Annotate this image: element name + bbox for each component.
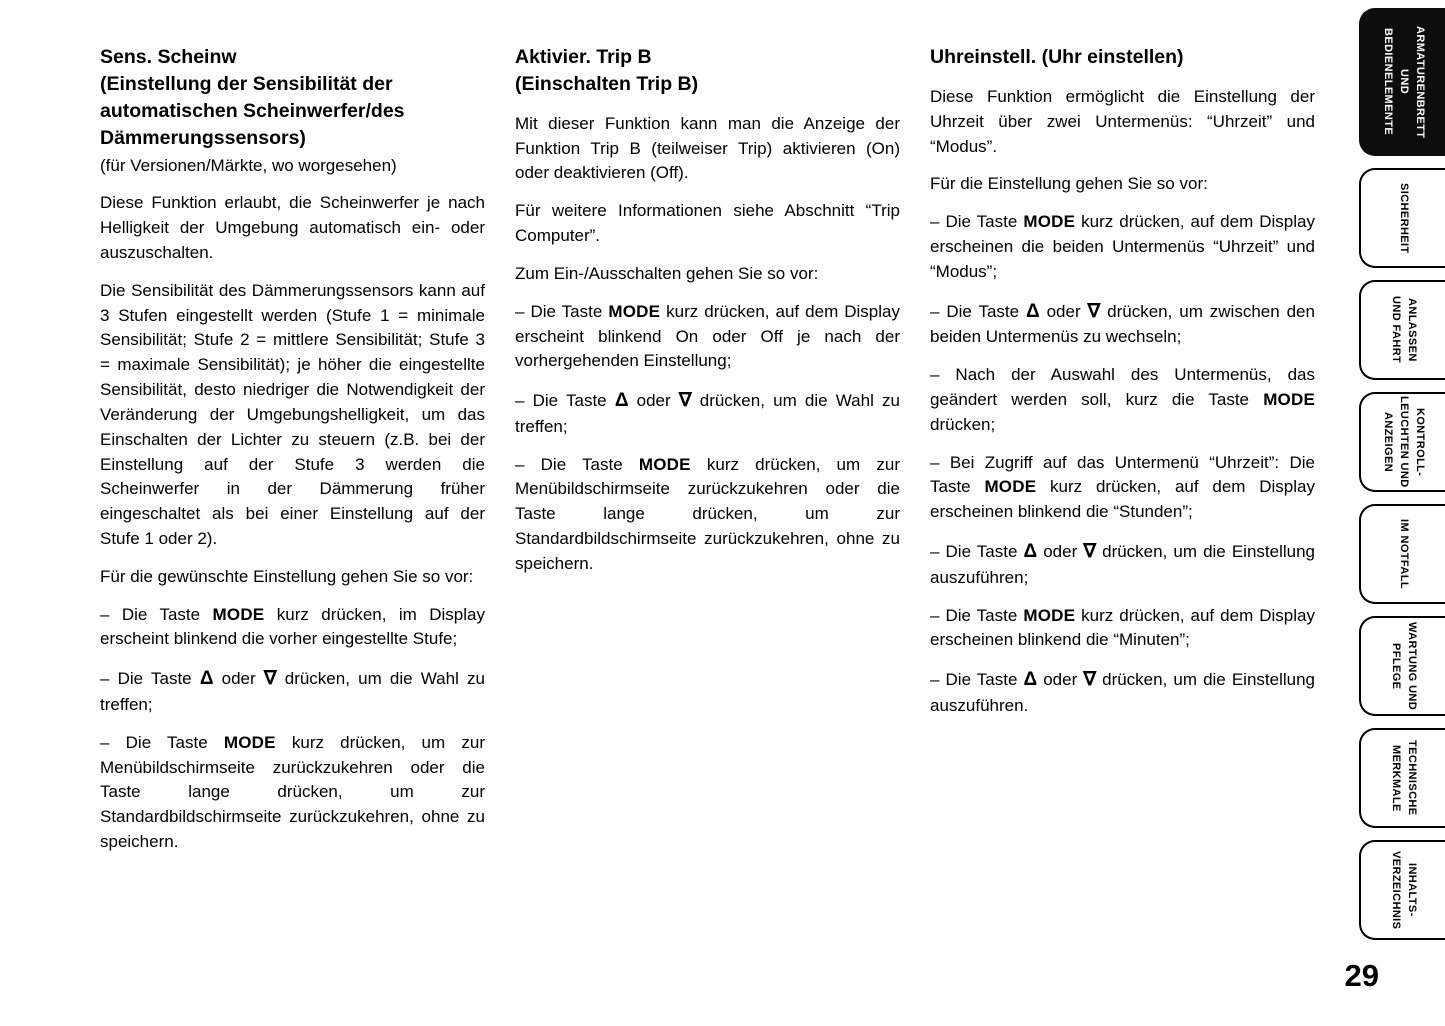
section-heading xyxy=(515,44,900,98)
text-run: Zum Ein-/Ausschalten gehen Sie so vor: xyxy=(515,263,819,283)
text-run: – Die Taste xyxy=(930,605,1024,625)
paragraph xyxy=(930,451,1315,525)
down-triangle-icon: ∇ xyxy=(1087,300,1101,322)
paragraph xyxy=(515,199,900,249)
chapter-tab-label: ARMATURENBRETT UND BEDIENELEMENTE xyxy=(1382,25,1426,139)
paragraph xyxy=(515,387,900,440)
text-run: drücken, um die Wahl zu treffen; xyxy=(100,669,485,714)
paragraph xyxy=(100,191,485,265)
section-title: Sens. Scheinw xyxy=(100,46,237,68)
text-run: Für die gewünschte Einstellung gehen Sie so vor: xyxy=(100,566,474,586)
text-run: – Die Taste xyxy=(515,301,609,321)
section-subtitle: (Einschalten Trip B) xyxy=(515,72,699,95)
text-run: oder xyxy=(213,669,264,689)
paragraph xyxy=(515,112,900,186)
text-run: drücken, um die Wahl zu treffen; xyxy=(515,391,900,436)
paragraph xyxy=(100,665,485,718)
paragraph xyxy=(930,210,1315,284)
paragraph xyxy=(930,172,1315,197)
text-run: kurz drücken, auf dem Display erscheinen blinkend die “Minuten”; xyxy=(930,605,1315,650)
chapter-tab-wartung-und-pflege xyxy=(1359,616,1445,716)
paragraph xyxy=(100,603,485,653)
text-run: – Die Taste xyxy=(515,454,639,474)
chapter-tab-sicherheit xyxy=(1359,168,1445,268)
text-run: – Bei Zugriff auf das Untermenü “Uhrzeit”: Die Taste xyxy=(930,452,1315,497)
text-run: – Die Taste xyxy=(100,669,200,689)
mode-key-label: MODE xyxy=(1023,605,1076,625)
chapter-tab-inhaltsverzeichnis xyxy=(1359,840,1445,940)
text-run: Mit dieser Funktion kann man die Anzeige der Funktion Trip B (teilweiser Trip) aktivieren (On) oder deaktivieren (Off). xyxy=(515,113,900,183)
down-triangle-icon: ∇ xyxy=(263,668,277,690)
up-triangle-icon: Δ xyxy=(199,668,214,690)
page-content xyxy=(100,44,1315,868)
chapter-tab-label: SICHERHEIT xyxy=(1397,182,1410,254)
text-run: drücken, um die Einstellung auszuführen. xyxy=(930,670,1315,715)
text-run: – Die Taste xyxy=(100,732,224,752)
chapter-tab-anlassen-und-fahrt xyxy=(1359,280,1445,380)
paragraph xyxy=(100,279,485,552)
section-paragraphs xyxy=(930,85,1315,719)
paragraph xyxy=(100,731,485,855)
mode-key-label: MODE xyxy=(984,477,1037,497)
text-run: Für die Einstellung gehen Sie so vor: xyxy=(930,174,1208,194)
text-run: Die Sensibilität des Dämmerungssensors kann auf 3 Stufen eingestellt werden (Stufe 1 = minimale Sensibilität; Stufe 2 = mittlere Sensibilität; Stufe 3 = maximale Sensibilität); je höher die eingestellte Sensibilität, desto niedriger die Notwendigkeit der Veränderung der Umgebungshelligkeit, um das Einschalten der Lichter zu steuern (z.B. bei der Einstellung auf der Stufe 3 werden die Scheinwerfer in der Dämmerung früher eingeschaltet als bei einer Einstellung auf der Stufe 1 oder 2). xyxy=(100,280,485,548)
text-run: kurz drücken, auf dem Display erscheinen blinkend die “Stunden”; xyxy=(930,477,1315,522)
section-subtitle: (Einstellung der Sensibilität der automatischen Scheinwerfer/des Dämmerungssensors) xyxy=(100,72,405,149)
section-heading xyxy=(930,44,1315,71)
chapter-tab-label: ANLASSEN UND FAHRT xyxy=(1390,296,1418,364)
text-run: drücken, um zwischen den beiden Untermenüs zu wechseln; xyxy=(930,301,1315,347)
text-run: – Die Taste xyxy=(930,670,1024,690)
text-run: kurz drücken, auf dem Display erscheint blinkend On oder Off je nach der vorhergehenden Einstellung; xyxy=(515,301,900,371)
chapter-tab-label: INHALTS- VERZEICHNIS xyxy=(1390,850,1418,930)
column-aktivier-trip-b xyxy=(515,44,900,868)
up-triangle-icon: Δ xyxy=(1026,300,1040,322)
text-run: Diese Funktion ermöglicht die Einstellung der Uhrzeit über zwei Untermenüs: “Uhrzeit” und “Modus”. xyxy=(930,86,1315,156)
mode-key-label: MODE xyxy=(608,301,661,321)
text-run: oder xyxy=(628,391,679,411)
chapter-tab-im-notfall xyxy=(1359,504,1445,604)
chapter-tab-technische-merkmale xyxy=(1359,728,1445,828)
mode-key-label: MODE xyxy=(638,454,691,474)
text-run: oder xyxy=(1039,301,1088,321)
text-run: kurz drücken, um zur Menübildschirmseite zurückzukehren oder die Taste lange drücken, um zur Standardbildschirmseite zurückzukehren, ohne zu speichern. xyxy=(100,732,485,852)
column-uhreinstell xyxy=(930,44,1315,868)
down-triangle-icon: ∇ xyxy=(1083,541,1097,563)
up-triangle-icon: Δ xyxy=(1023,669,1038,691)
section-paragraphs xyxy=(100,191,485,854)
text-run: oder xyxy=(1037,542,1084,562)
mode-key-label: MODE xyxy=(223,732,276,752)
mode-key-label: MODE xyxy=(1023,212,1076,232)
text-run: Für weitere Informationen siehe Abschnitt “Trip Computer”. xyxy=(515,201,900,246)
down-triangle-icon: ∇ xyxy=(1083,669,1097,691)
text-run: kurz drücken, im Display erscheint blinkend die vorher eingestellte Stufe; xyxy=(100,604,485,649)
paragraph xyxy=(930,666,1315,719)
paragraph xyxy=(515,262,900,287)
chapter-tab-label: KONTROLL- LEUCHTEN UND ANZEIGEN xyxy=(1382,396,1426,488)
down-triangle-icon: ∇ xyxy=(678,390,692,412)
section-note: (für Versionen/Märkte, wo worgesehen) xyxy=(100,155,397,175)
up-triangle-icon: Δ xyxy=(614,390,629,412)
text-run: kurz drücken, um zur Menübildschirmseite zurückzukehren oder die Taste lange drücken, um zur Standardbildschirmseite zurückzukehren, ohne zu speichern. xyxy=(515,454,900,573)
mode-key-label: MODE xyxy=(212,604,265,624)
section-title: Uhreinstell. (Uhr einstellen) xyxy=(930,46,1184,68)
chapter-tab-label: IM NOTFALL xyxy=(1397,519,1410,589)
text-run: – Die Taste xyxy=(930,212,1024,232)
text-run: – Nach der Auswahl des Untermenüs, das geändert werden soll, kurz die Taste xyxy=(930,365,1315,409)
mode-key-label: MODE xyxy=(1263,389,1315,409)
paragraph xyxy=(930,363,1315,437)
text-run: – Die Taste xyxy=(100,604,213,624)
text-run: Diese Funktion erlaubt, die Scheinwerfer je nach Helligkeit der Umgebung automatisch ein- oder auszuschalten. xyxy=(100,193,485,263)
text-run: – Die Taste xyxy=(930,301,1027,321)
section-title: Aktivier. Trip B xyxy=(515,46,652,68)
section-heading xyxy=(100,44,485,177)
paragraph xyxy=(930,538,1315,591)
chapter-tabs xyxy=(1353,8,1445,940)
text-run: oder xyxy=(1037,670,1084,690)
page-number: 29 xyxy=(1344,958,1379,993)
up-triangle-icon: Δ xyxy=(1023,541,1038,563)
paragraph xyxy=(100,565,485,590)
text-run: drücken; xyxy=(930,414,996,434)
text-run: – Die Taste xyxy=(515,391,615,411)
paragraph xyxy=(930,85,1315,159)
section-paragraphs xyxy=(515,112,900,577)
column-sens-scheinw xyxy=(100,44,485,868)
chapter-tab-kontrollleuchten-und-anzeigen xyxy=(1359,392,1445,492)
chapter-tab-label: TECHNISCHE MERKMALE xyxy=(1390,740,1418,816)
paragraph xyxy=(515,453,900,577)
chapter-tab-label: WARTUNG UND PFLEGE xyxy=(1390,621,1418,711)
chapter-tab-armaturenbrett-und-bedienelemente xyxy=(1359,8,1445,156)
text-run: drücken, um die Einstellung auszuführen; xyxy=(930,542,1315,587)
paragraph xyxy=(515,300,900,374)
paragraph xyxy=(930,604,1315,654)
paragraph xyxy=(930,298,1315,351)
text-run: – Die Taste xyxy=(930,542,1024,562)
text-run: kurz drücken, auf dem Display erscheinen die beiden Untermenüs “Uhrzeit” und “Modus”; xyxy=(930,212,1315,281)
